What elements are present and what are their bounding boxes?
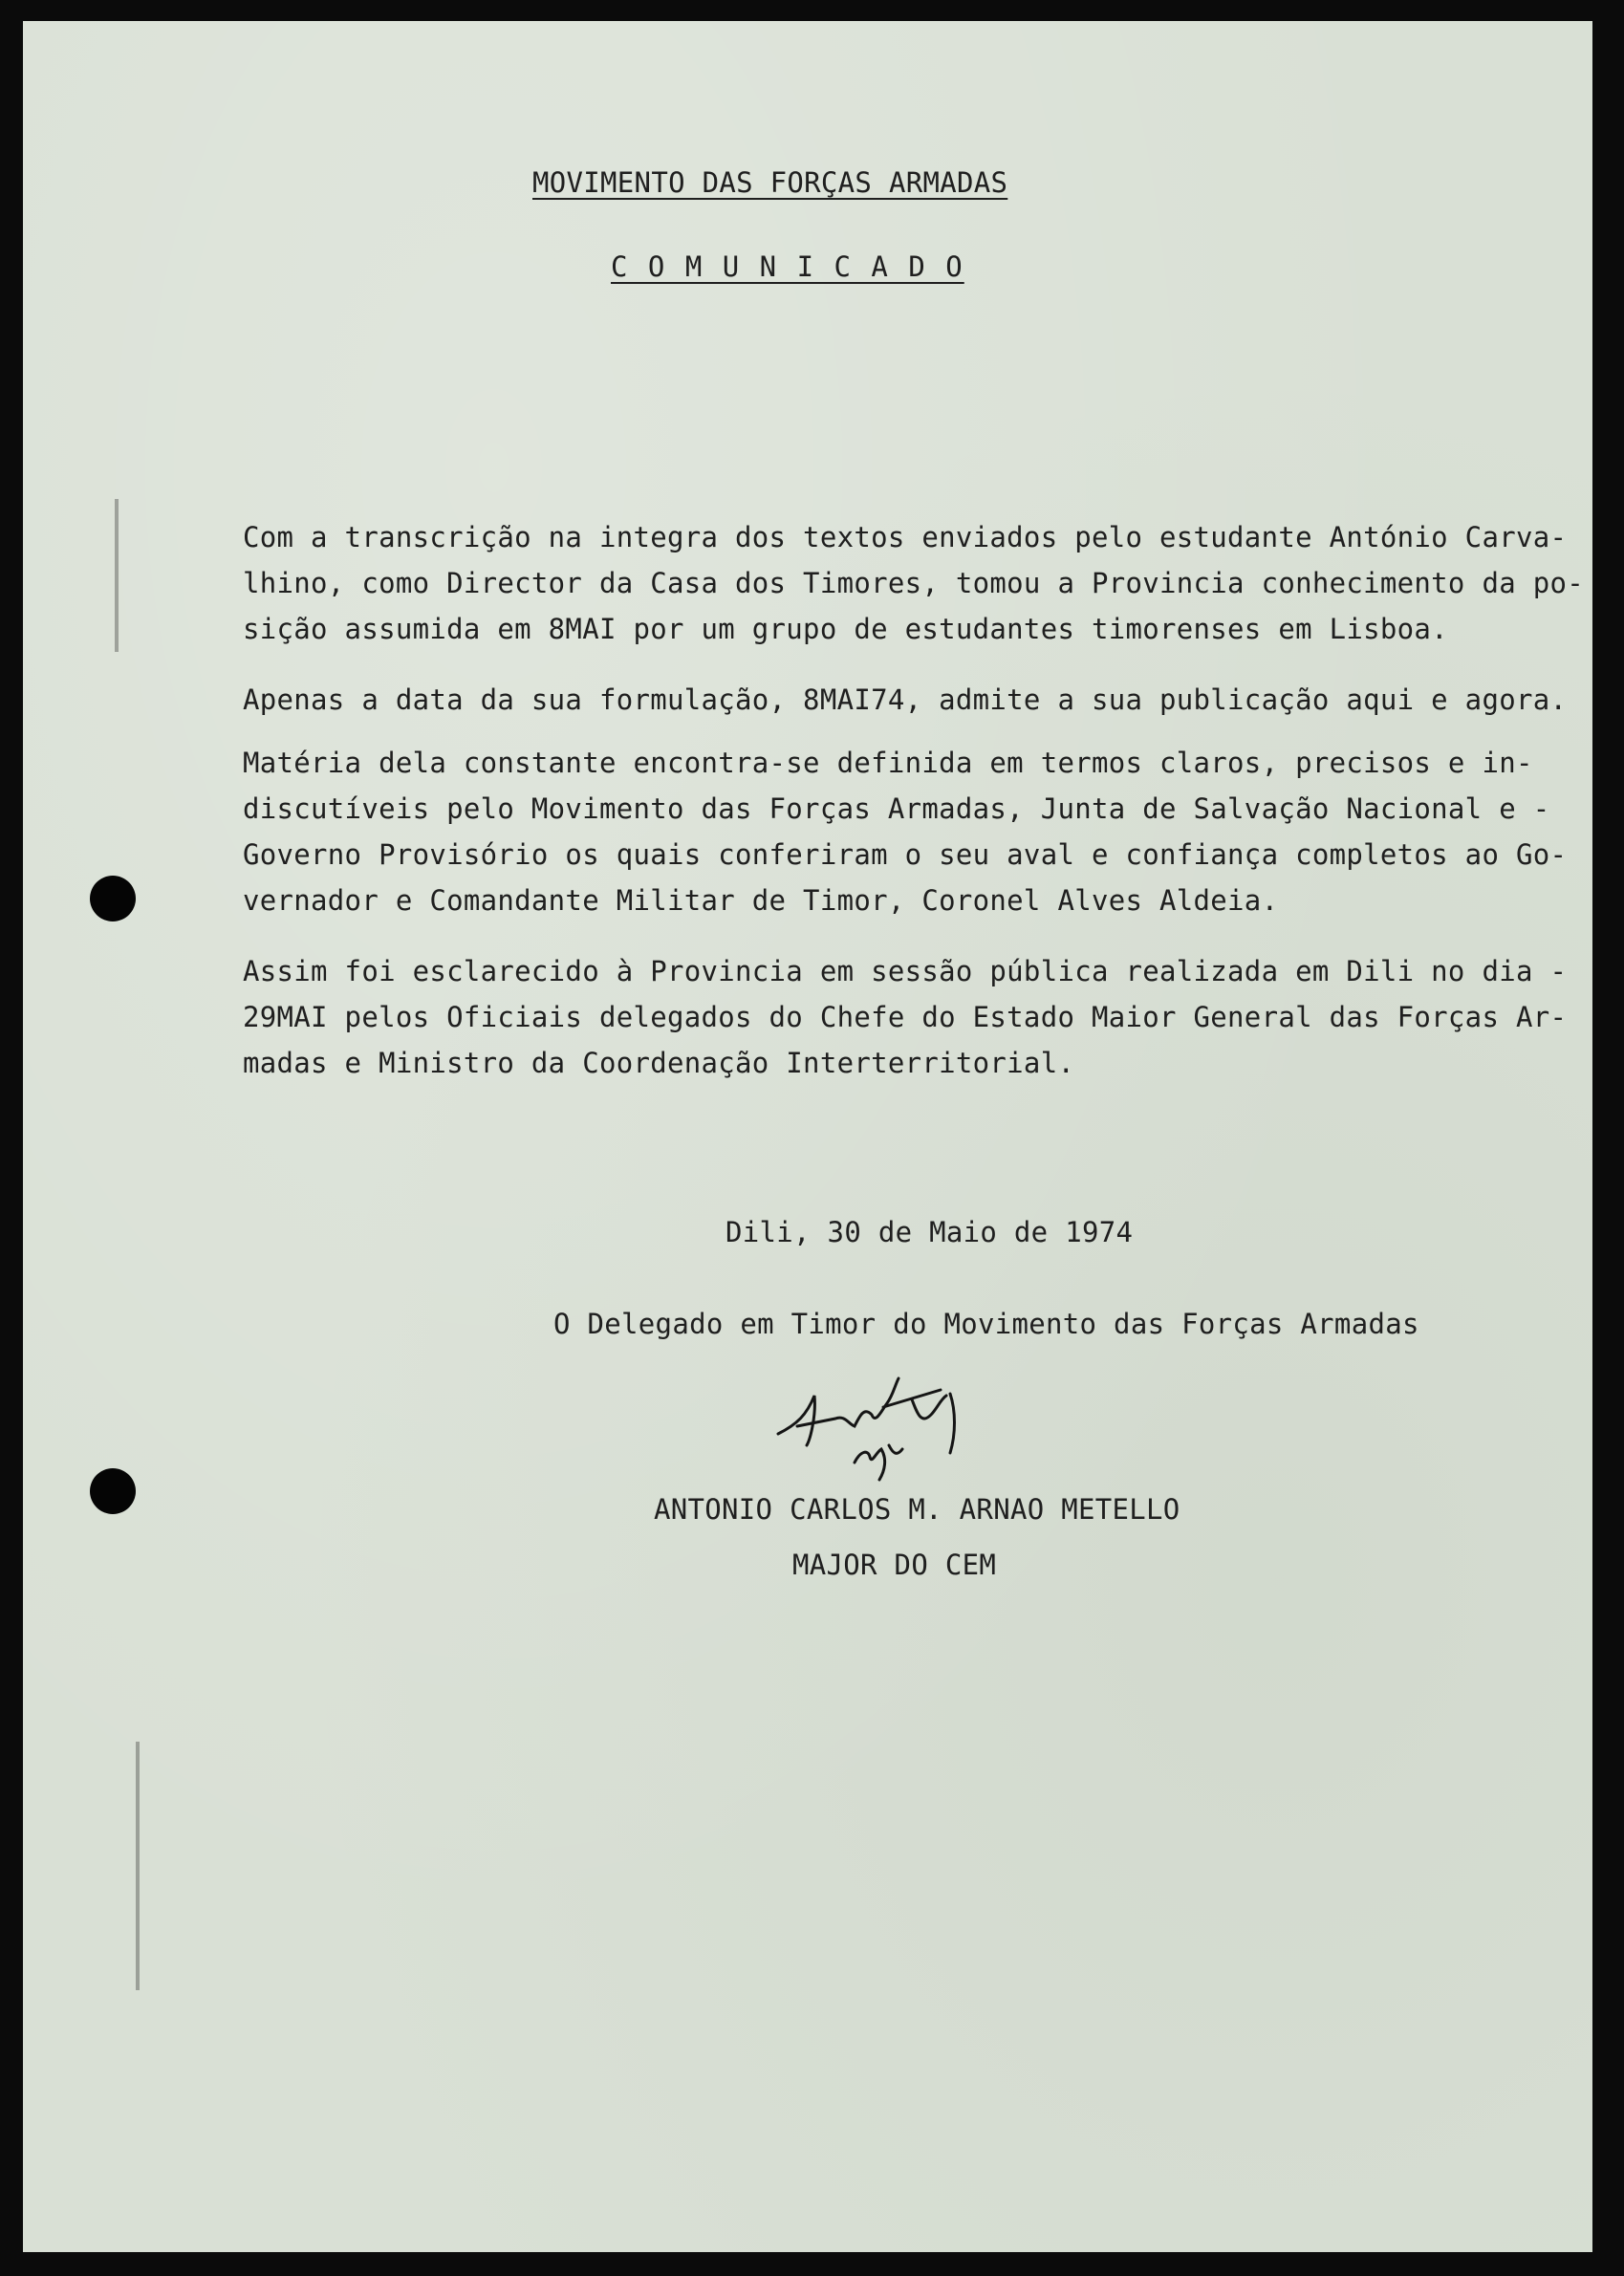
punch-hole-bottom: [90, 1468, 136, 1514]
paragraph-line: vernador e Comandante Militar de Timor, Coronel Alves Aldeia.: [243, 884, 1279, 917]
signer-name: ANTONIO CARLOS M. ARNAO METELLO: [654, 1493, 1180, 1526]
paragraph-3: [243, 740, 1567, 923]
edge-scan-mark: [136, 1742, 140, 1990]
paragraph-line: Apenas a data da sua formulação, 8MAI74, admite a sua publicação aqui e agora.: [243, 683, 1568, 716]
punch-hole-top: [90, 876, 136, 921]
paragraph-line: madas e Ministro da Coordenação Interterritorial.: [243, 1047, 1075, 1079]
document-subheading: C O M U N I C A D O: [611, 250, 964, 283]
paragraph-2: [243, 677, 1567, 723]
paragraph-line: lhino, como Director da Casa dos Timores, tomou a Provincia conhecimento da po-: [243, 567, 1584, 599]
paragraph-line: 29MAI pelos Oficiais delegados do Chefe do Estado Maior General das Forças Ar-: [243, 1001, 1568, 1033]
paragraph-4: [243, 948, 1567, 1086]
paragraph-line: Assim foi esclarecido à Provincia em sessão pública realizada em Dili no dia -: [243, 955, 1568, 987]
delegate-line: O Delegado em Timor do Movimento das Forças Armadas: [553, 1308, 1419, 1340]
document-heading: MOVIMENTO DAS FORÇAS ARMADAS: [532, 166, 1008, 199]
edge-scan-mark: [115, 499, 119, 652]
handwritten-signature: [769, 1357, 1027, 1501]
paragraph-line: discutíveis pelo Movimento das Forças Armadas, Junta de Salvação Nacional e -: [243, 792, 1550, 825]
document-page: [23, 21, 1592, 2252]
place-date: Dili, 30 de Maio de 1974: [725, 1216, 1134, 1248]
paragraph-line: Governo Provisório os quais conferiram o seu aval e confiança completos ao Go-: [243, 838, 1568, 871]
paragraph-line: sição assumida em 8MAI por um grupo de estudantes timorenses em Lisboa.: [243, 613, 1448, 645]
paragraph-line: Matéria dela constante encontra-se definida em termos claros, precisos e in-: [243, 747, 1533, 779]
paragraph-1: [243, 514, 1584, 652]
signer-rank: MAJOR DO CEM: [792, 1549, 997, 1581]
paragraph-line: Com a transcrição na integra dos textos enviados pelo estudante António Carva-: [243, 521, 1568, 553]
